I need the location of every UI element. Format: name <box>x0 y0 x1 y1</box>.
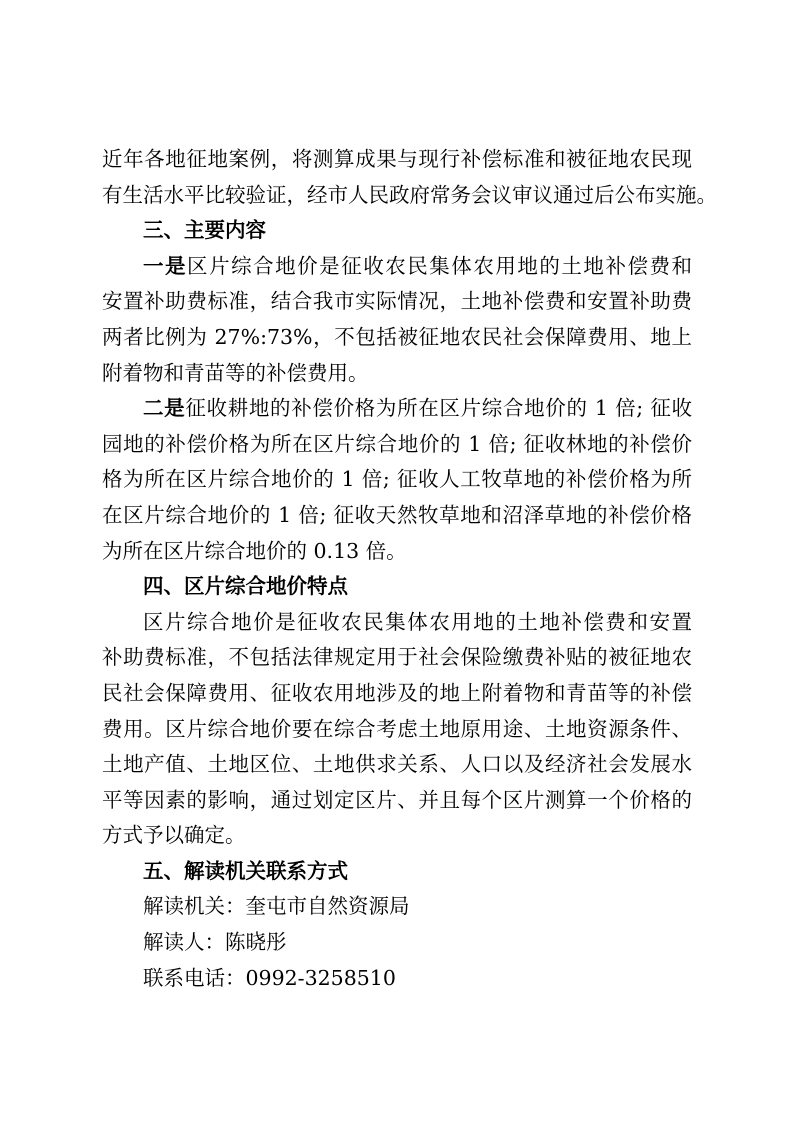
section-4-heading: 四、区片综合地价特点 <box>143 574 348 599</box>
contact-agency: 解读机关：奎屯市自然资源局 <box>143 894 410 919</box>
section-4-line-3: 民社会保障费用、征收农用地涉及的地上附着物和青苗等的补偿 <box>102 680 692 705</box>
section-4-line-6: 平等因素的影响，通过划定区片、并且每个区片测算一个价格的 <box>102 787 692 812</box>
section-4-line-1: 区片综合地价是征收农民集体农用地的土地补偿费和安置 <box>143 609 692 634</box>
section-5-heading: 五、解读机关联系方式 <box>143 858 348 883</box>
section-3-item-2-line-1 <box>102 391 692 427</box>
section-3-item-1-line-3: 两者比例为 27%:73%，不包括被征地农民社会保障费用、地上 <box>102 324 692 349</box>
section-4-line-7: 方式予以确定。 <box>102 823 246 848</box>
document-page <box>102 142 717 996</box>
section-4-line-2: 补助费标准，不包括法律规定用于社会保险缴费补贴的被征地农 <box>102 645 692 670</box>
section-3-item-1-lead: 一是 <box>143 253 188 278</box>
intro-line-1: 近年各地征地案例，将测算成果与现行补偿标准和被征地农民现 <box>102 147 692 171</box>
section-4-line-5: 土地产值、土地区位、土地供求关系、人口以及经济社会发展水 <box>102 752 692 777</box>
section-3-item-1-line-1 <box>102 249 692 285</box>
intro-line-2: 有生活水平比较验证，经市人民政府常务会议审议通过后公布实施。 <box>102 182 717 207</box>
section-3-item-1-text-1: 区片综合地价是征收农民集体农用地的土地补偿费和 <box>187 253 693 278</box>
section-3-item-1-line-2: 安置补助费标准，结合我市实际情况，土地补偿费和安置补助费 <box>102 289 692 314</box>
section-3-item-2-line-5: 为所在区片综合地价的 0.13 倍。 <box>102 538 407 563</box>
section-3-item-2-lead: 二是 <box>143 396 186 421</box>
section-3-item-2-line-4: 在区片综合地价的 1 倍; 征收天然牧草地和沼泽草地的补偿价格 <box>102 502 692 527</box>
section-4-line-4: 费用。区片综合地价要在综合考虑土地原用途、土地资源条件、 <box>102 716 692 741</box>
section-3-heading: 三、主要内容 <box>143 218 266 243</box>
section-3-item-2-line-3: 格为所在区片综合地价的 1 倍; 征收人工牧草地的补偿价格为所 <box>102 467 692 492</box>
contact-phone: 联系电话：0992-3258510 <box>143 965 396 990</box>
section-3-item-1-line-4: 附着物和青苗等的补偿费用。 <box>102 360 369 385</box>
section-3-item-2-line-2: 园地的补偿价格为所在区片综合地价的 1 倍; 征收林地的补偿价 <box>102 431 692 456</box>
contact-person: 解读人：陈晓彤 <box>143 930 287 955</box>
section-3-item-2-text-1: 征收耕地的补偿价格为所在区片综合地价的 1 倍; 征收 <box>185 396 693 421</box>
